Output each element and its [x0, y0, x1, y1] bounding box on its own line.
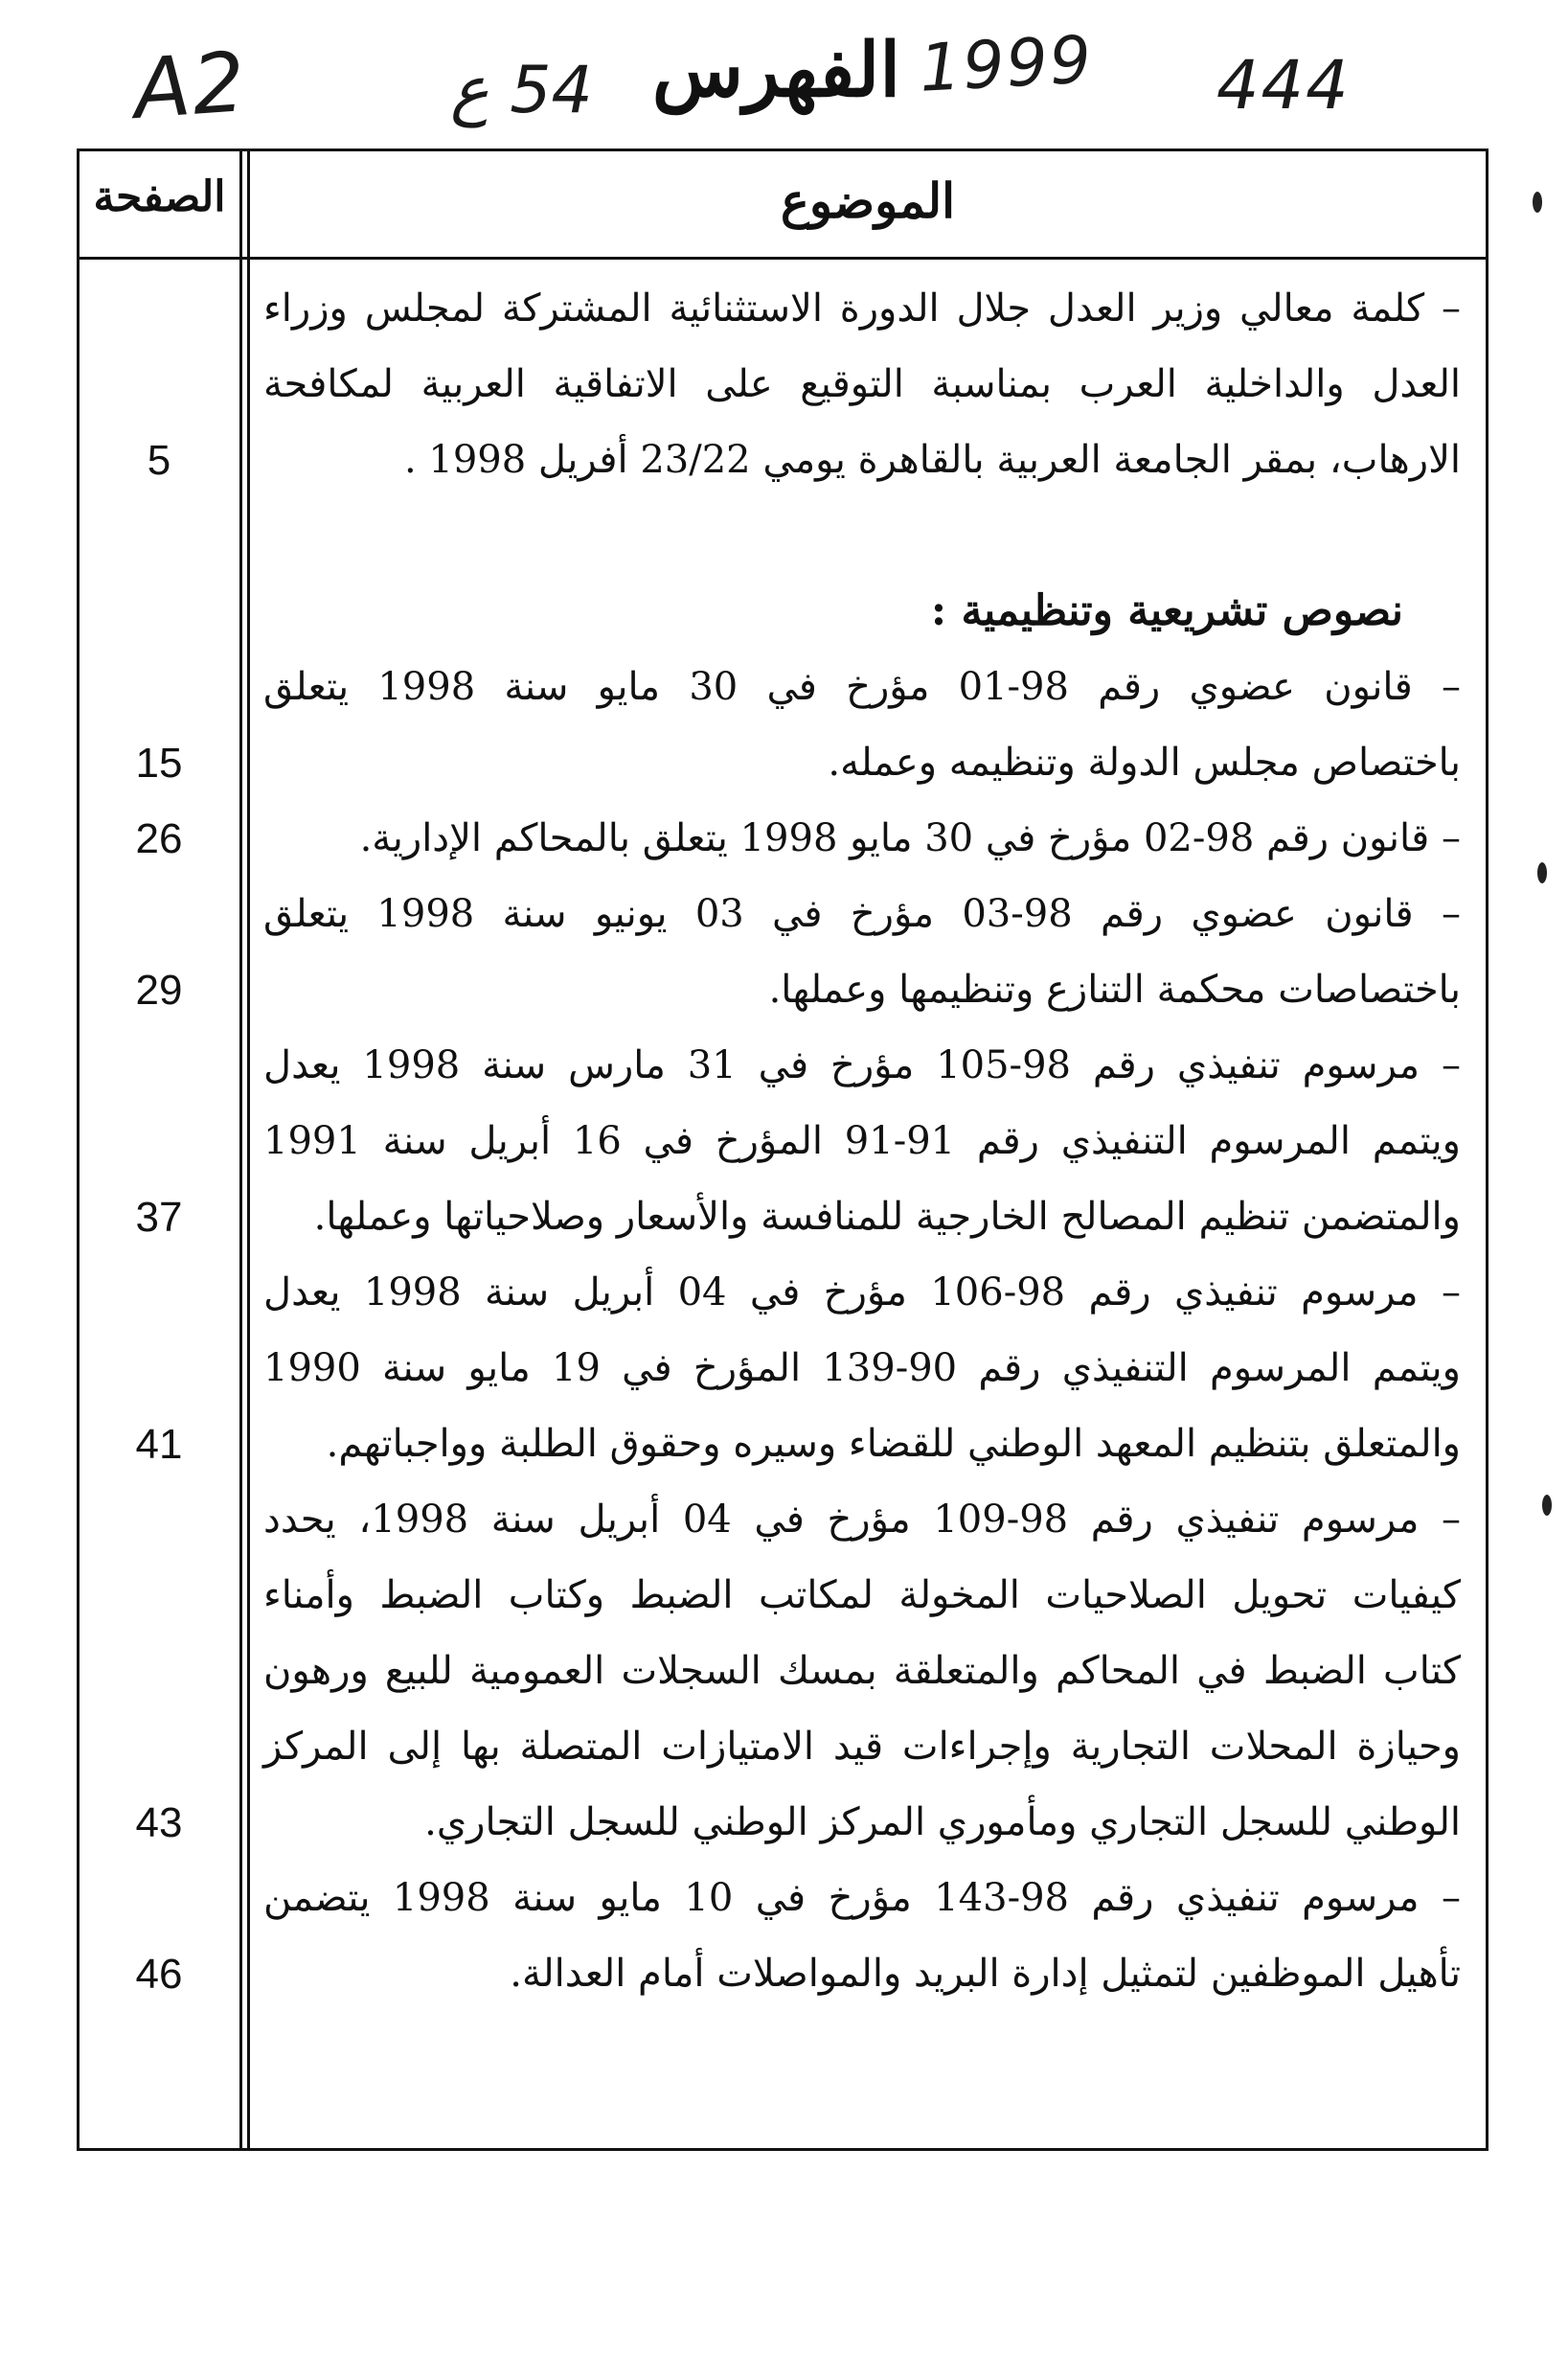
index-entry [263, 1255, 1461, 1482]
entry-line: – مرسوم تنفيذي رقم 98-143 مؤرخ في 10 مايو سنة 1998 يتضمن [263, 1876, 1461, 1920]
column-header-page: الصفحة [93, 172, 226, 221]
index-entry [263, 271, 1461, 498]
entry-line: – قانون عضوي رقم 98-03 مؤرخ في 03 يونيو سنة 1998 يتعلق [263, 892, 1461, 936]
scan-mark [1542, 1495, 1552, 1516]
entry-page-number: 41 [135, 1421, 183, 1468]
entry-line: باختصاصات محكمة التنازع وتنظيمها وعملها. [768, 968, 1461, 1012]
entry-line: وحيازة المحلات التجارية وإجراءات قيد الامتيازات المتصلة بها إلى المركز [263, 1725, 1461, 1769]
entry-page-number: 29 [135, 967, 183, 1014]
entry-line: تأهيل الموظفين لتمثيل إدارة البريد والمواصلات أمام العدالة. [510, 1952, 1461, 1996]
handwritten-year: 1999 [918, 22, 1096, 107]
section-title: نصوص تشريعية وتنظيمية : [930, 586, 1403, 635]
entry-line: كتاب الضبط في المحاكم والمتعلقة بمسك السجلات العمومية للبيع ورهون [263, 1649, 1461, 1693]
page-title: الفهرس [651, 27, 900, 114]
section-heading [263, 573, 1461, 649]
entry-line: العدل والداخلية العرب بمناسبة التوقيع على الاتفاقية العربية لمكافحة [263, 362, 1461, 406]
entry-line: – مرسوم تنفيذي رقم 98-106 مؤرخ في 04 أبريل سنة 1998 يعدل [263, 1270, 1461, 1315]
entry-line: الوطني للسجل التجاري ومأموري المركز الوطني للسجل التجاري. [424, 1800, 1461, 1844]
index-entry [263, 1482, 1461, 1861]
entry-line: – قانون عضوي رقم 98-01 مؤرخ في 30 مايو سنة 1998 يتعلق [263, 665, 1461, 709]
entry-line: والمتضمن تنظيم المصالح الخارجية للمنافسة والأسعار وصلاحياتها وعملها. [313, 1195, 1461, 1239]
entry-line: كيفيات تحويل الصلاحيات المخولة لمكاتب الضبط وكتاب الضبط وأمناء [263, 1573, 1461, 1617]
entry-page-number: 37 [135, 1194, 183, 1241]
column-divider-inner [239, 151, 242, 2148]
entry-page-number: 43 [135, 1799, 183, 1846]
column-divider [247, 151, 250, 2148]
entry-line: – قانون رقم 98-02 مؤرخ في 30 مايو 1998 يتعلق بالمحاكم الإدارية. [359, 816, 1461, 860]
index-entry [263, 1861, 1461, 2012]
handwritten-code: A2 [130, 34, 250, 138]
entry-line: ويتمم المرسوم التنفيذي رقم 90-139 المؤرخ في 19 مايو سنة 1990 [263, 1346, 1461, 1390]
entry-line: ويتمم المرسوم التنفيذي رقم 91-91 المؤرخ في 16 أبريل سنة 1991 [263, 1119, 1461, 1163]
index-entry [263, 877, 1461, 1028]
handwritten-issue: 54 ع [450, 53, 593, 128]
index-entry [263, 1028, 1461, 1255]
entry-page-number: 15 [135, 740, 183, 787]
entry-line: – كلمة معالي وزير العدل جلال الدورة الاستثنائية المشتركة لمجلس وزراء [263, 286, 1461, 331]
index-table [77, 149, 1488, 2151]
header-divider [80, 257, 1486, 260]
entry-line: والمتعلق بتنظيم المعهد الوطني للقضاء وسيره وحقوق الطلبة وواجباتهم. [326, 1422, 1461, 1466]
scan-mark [1537, 862, 1547, 883]
index-entry [263, 801, 1461, 877]
entry-line: باختصاص مجلس الدولة وتنظيمه وعمله. [828, 741, 1461, 785]
index-entry [263, 650, 1461, 801]
entry-page-number: 5 [147, 437, 171, 484]
entry-line: – مرسوم تنفيذي رقم 98-105 مؤرخ في 31 مارس سنة 1998 يعدل [263, 1043, 1461, 1087]
entry-line: الارهاب، بمقر الجامعة العربية بالقاهرة يومي 23/22 أفريل 1998 . [403, 438, 1461, 482]
entry-page-number: 46 [135, 1951, 183, 1998]
handwritten-number: 444 [1216, 46, 1351, 125]
column-header-topic: الموضوع [781, 172, 955, 229]
scan-mark [1533, 192, 1542, 213]
entry-page-number: 26 [135, 815, 183, 862]
entry-line: – مرسوم تنفيذي رقم 98-109 مؤرخ في 04 أبريل سنة 1998، يحدد [263, 1498, 1462, 1542]
